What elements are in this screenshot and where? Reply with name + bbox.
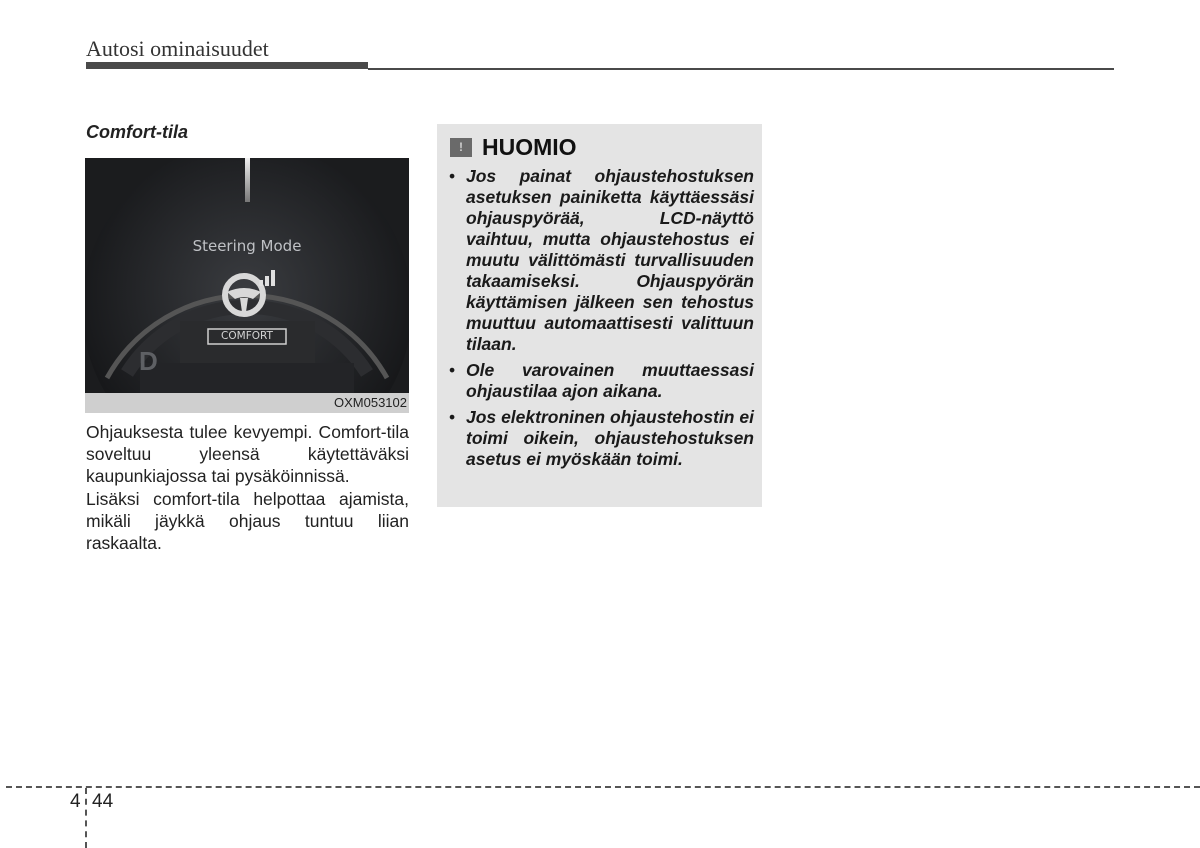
caution-box xyxy=(437,124,762,507)
footer-divider xyxy=(6,786,1200,788)
caution-item-text: Ole varovainen muuttaessasi ohjaustilaa ajon aikana. xyxy=(466,360,754,401)
body-paragraph-2: Lisäksi comfort-tila helpottaa ajamista, mikäli jäykkä ohjaus tuntuu liian raskaalta. xyxy=(86,489,409,553)
footer-vertical-divider xyxy=(85,788,87,848)
bullet-glyph: • xyxy=(449,407,456,427)
caution-item-text: Jos painat ohjaustehostuksen asetuksen painiketta käyttäessäsi ohjauspyörää, LCD-näyttö vaihtuu, mutta ohjaustehostus ei muutu välittömästi turvallisuuden takaamiseksi. Ohjauspyörän käyttämisen jälkeen sen tehostus muuttuu automaattisesti valittuun tilaan. xyxy=(466,166,754,354)
section-title: Comfort-tila xyxy=(86,122,188,142)
cluster-display-figure xyxy=(85,158,409,413)
header-rule-thick xyxy=(86,62,368,69)
caution-list xyxy=(449,166,754,475)
bullet-glyph: • xyxy=(449,166,456,186)
signal-bars-icon xyxy=(259,270,275,286)
caution-item xyxy=(449,407,754,470)
screen-title: Steering Mode xyxy=(192,237,302,255)
steering-wheel-icon xyxy=(225,276,263,314)
caution-item xyxy=(449,166,754,355)
page-number: 44 xyxy=(92,791,114,812)
figure-code: OXM053102 xyxy=(334,395,407,410)
caution-icon: ! xyxy=(450,138,472,157)
page-header-title: Autosi ominaisuudet xyxy=(86,36,269,61)
caution-item xyxy=(449,360,754,402)
mode-label: COMFORT xyxy=(221,330,273,342)
steering-graphic-layer xyxy=(85,158,409,393)
caution-title: HUOMIO xyxy=(482,134,577,160)
bullet-glyph: • xyxy=(449,360,456,380)
caution-item-text: Jos elektroninen ohjaustehostin ei toimi oikein, ohjaustehostuksen asetus ei myöskään toimi. xyxy=(466,407,754,469)
gear-indicator: D xyxy=(139,346,158,376)
header-rule-thin xyxy=(368,68,1114,70)
body-paragraph-1: Ohjauksesta tulee kevyempi. Comfort-tila soveltuu yleensä käytettäväksi kaupunkiajossa tai pysäköinnissä. xyxy=(86,422,409,486)
chapter-number: 4 xyxy=(70,791,81,812)
